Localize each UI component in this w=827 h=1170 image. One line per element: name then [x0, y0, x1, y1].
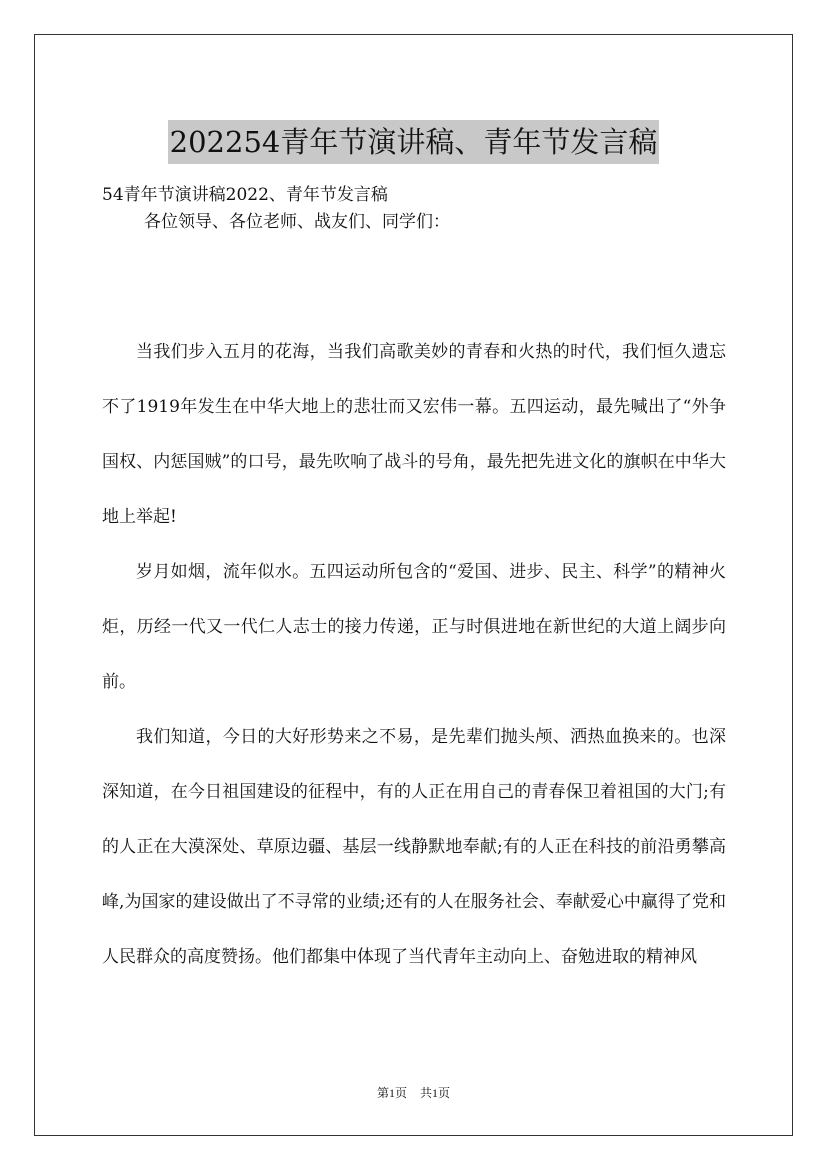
paragraph-3: 我们知道，今日的大好形势来之不易，是先辈们抛头颅、洒热血换来的。也深深知道，在今日祖国建设的征程中，有的人正在用自己的青春保卫着祖国的大门;有的人正在大漠深处、草原边疆、基层一线静默地奉献;有的人正在科技的前沿勇攀高峰,为国家的建设做出了不寻常的业绩;还有的人在服务社会、奉献爱心中赢得了党和人民群众的高度赞扬。他们都集中体现了当代青年主动向上、奋勉进取的精神风 — [102, 727, 726, 967]
page-total: 共1页 — [420, 1086, 451, 1100]
salutation: 各位领导、各位老师、战友们、同学们： — [144, 212, 450, 232]
paragraph-2: 岁月如烟，流年似水。五四运动所包含的“爱国、进步、民主、科学”的精神火炬，历经一代又一代仁人志士的接力传递，正与时俱进地在新世纪的大道上阔步向前。 — [102, 562, 726, 692]
body-text — [102, 325, 726, 985]
paragraph-1: 当我们步入五月的花海，当我们高歌美妙的青春和火热的时代，我们恒久遗忘不了1919年发生在中华大地上的悲壮而又宏伟一幕。五四运动，最先喊出了“外争国权、内惩国贼”的口号，最先吹响了战斗的号角，最先把先进文化的旗帜在中华大地上举起! — [102, 342, 726, 527]
page-footer — [0, 1084, 827, 1102]
document-subtitle: 54青年节演讲稿2022、青年节发言稿 — [102, 185, 388, 205]
page-number: 第1页 — [376, 1086, 407, 1100]
title-container — [0, 101, 827, 184]
document-title: 202254青年节演讲稿、青年节发言稿 — [168, 120, 660, 164]
